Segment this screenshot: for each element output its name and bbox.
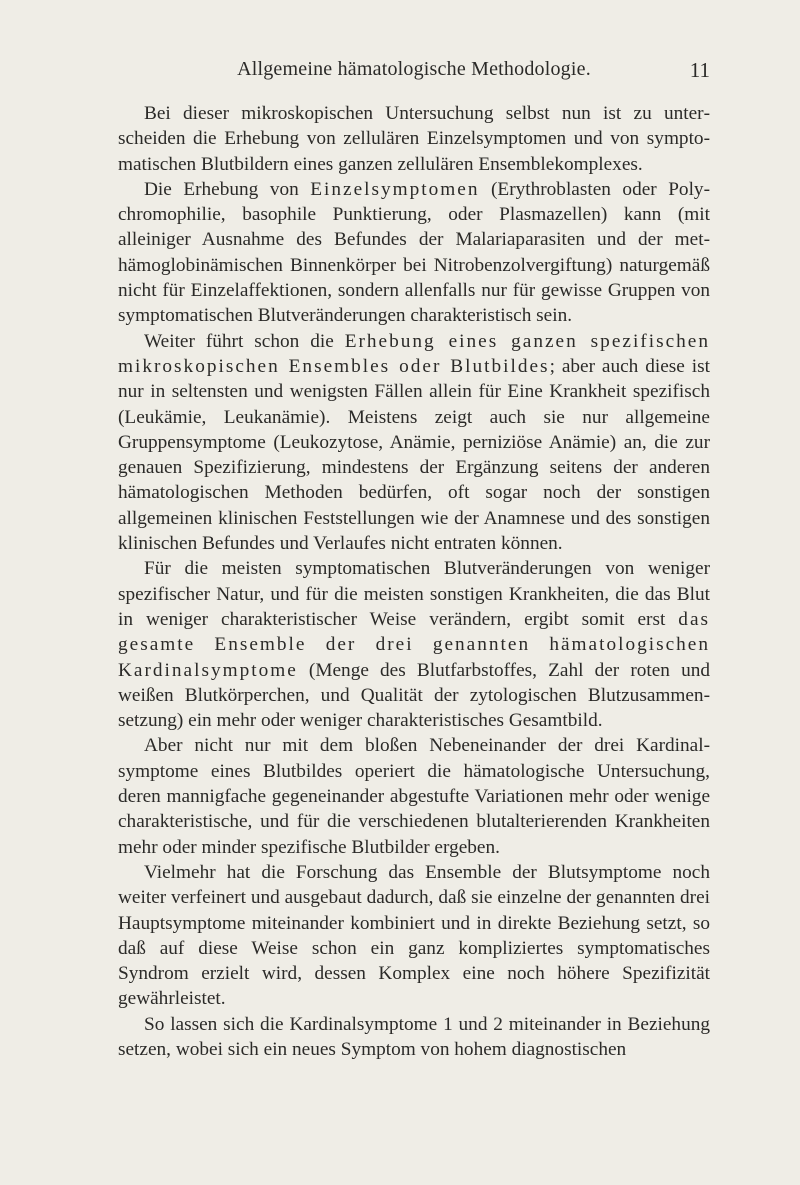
paragraph-4-rest: (Menge des Blutfarbstoffes, Zahl der roten und weißen Blutkörperchen, und Qualität der zytologischen Blutzusammensetzung) ein mehr oder weniger charakteristisches Gesamtbild. (118, 659, 710, 732)
paragraph-5: Aber nicht nur mit dem bloßen Nebeneinander der drei Kardinalsymptome eines Blutbildes operiert die hämatologische Untersuchung, deren mannigfache gegeneinander abgestufte Variationen mehr oder wenige charakteristische, und für die verschiedenen blutalterierenden Krankheiten mehr oder minder spezifische Blutbilder ergeben. (118, 735, 710, 858)
paragraph-3-lead: Weiter führt schon die (144, 330, 345, 352)
spaced-emphasis: Einzelsymptomen (310, 178, 480, 200)
paragraph-3-rest: ; aber auch diese ist nur in seltensten und wenigsten Fällen allein für Eine Krankheit spezifisch (Leukämie, Leukanämie). Meistens zeigt auch sie nur allgemeine Gruppensymptome (Leukozytose, Anämie, perniziöse Anämie) an, die zur genauen Spezifizierung, mindestens der Ergänzung seitens der anderen hämatologischen Methoden bedürfen, oft sogar noch der sonstigen allgemeinen klinischen Feststellungen wie der Anamnese und des sonstigen klinischen Befundes und Verlaufes nicht entraten können. (118, 355, 710, 555)
paragraph-6: Vielmehr hat die Forschung das Ensemble der Blutsymptome noch weiter verfeinert und ausgebaut dadurch, daß sie einzelne der genannten drei Hauptsymptome miteinander kombiniert und in direkte Beziehung setzt, so daß auf diese Weise schon ein ganz kompliziertes symptomatisches Syndrom erzielt wird, dessen Komplex eine noch höhere Spezifizität gewährleistet. (118, 861, 710, 1010)
spaced-emphasis: das gesamte Ensemble der drei genannten hämatologischen Kardinalsymptome (118, 608, 710, 681)
paragraph-7: So lassen sich die Kardinalsymptome 1 und 2 miteinander in Beziehung setzen, wobei sich ein neues Symptom von hohem diagnostischen (118, 1013, 710, 1060)
paragraph-3 (118, 329, 710, 557)
page-number: 11 (689, 58, 710, 82)
paragraph-4-lead: Für die meisten symptomatischen Blutveränderungen von weniger spezifischer Natur, und für die meisten sonstigen Krankheiten, die das Blut in weniger charakteristischer Weise verändern, ergibt somit erst (118, 558, 710, 630)
spaced-emphasis: Erhebung eines ganzen spezifischen mikroskopischen Ensembles oder Blutbildes (118, 330, 710, 377)
running-title: Allgemeine hämatologische Methodologie. (237, 58, 591, 80)
paragraph-2-rest: (Erythroblasten oder Polychromophilie, basophile Punktierung, oder Plasmazellen) kann (mit alleiniger Ausnahme des Befundes der Malariaparasiten und der methämoglobinämischen Binnenkörper bei Nitrobenzolvergiftung) naturgemäß nicht für Einzelaffektionen, sondern allenfalls nur für gewisse Gruppen von symptomatischen Blutveränderungen charakteristisch sein. (118, 178, 710, 327)
paragraph-1: Bei dieser mikroskopischen Untersuchung selbst nun ist zu unterscheiden die Erhebung von zellulären Einzelsymptomen und von symptomatischen Blutbildern eines ganzen zellulären Ensemblekomplexes. (118, 103, 710, 175)
paragraph-2-lead: Die Erhebung von (144, 178, 311, 200)
paragraph-4 (118, 556, 710, 733)
body-text (118, 101, 710, 1062)
paragraph-2 (118, 177, 710, 329)
running-head (118, 58, 710, 88)
